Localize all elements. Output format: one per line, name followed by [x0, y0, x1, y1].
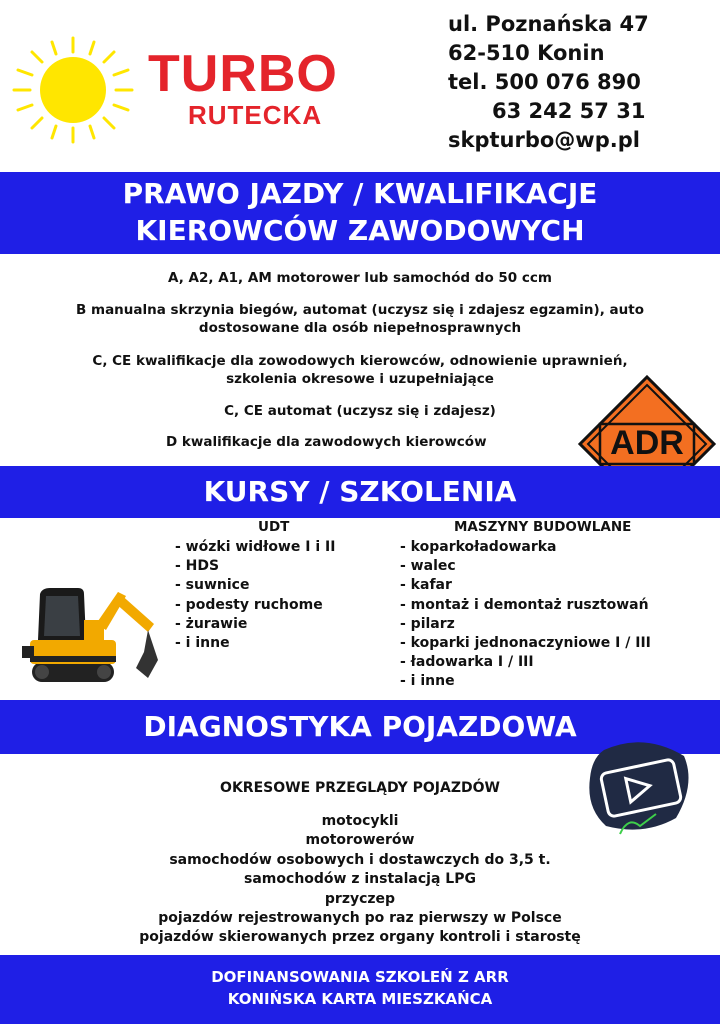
list-item: motorowerów [305, 832, 415, 849]
license-b-line2: dostosowane dla osób niepełnosprawnych [198, 320, 522, 336]
list-item: - żurawie [175, 615, 248, 632]
license-c-automat: C, CE automat (uczysz się i zdajesz) [224, 403, 496, 419]
list-item: - koparkoładowarka [400, 539, 557, 555]
list-item: przyczep [324, 890, 396, 907]
machines-heading: MASZYNY BUDOWLANE [454, 519, 632, 535]
section1-title-line2: KIEROWCÓW ZAWODOWYCH [135, 214, 585, 247]
logo-rutecka: RUTECKA [188, 100, 323, 130]
list-item: - i inne [400, 673, 455, 690]
list-item: - kafar [400, 577, 452, 594]
contact-email: skpturbo@wp.pl [448, 128, 640, 152]
license-c-line2: szkolenia okresowe i uzupełniające [226, 371, 494, 387]
udt-list [175, 538, 335, 653]
footer-line1: DOFINANSOWANIA SZKOLEŃ Z ARR [211, 968, 509, 986]
sun-logo-icon [8, 34, 138, 146]
list-item: - podesty ruchome [175, 596, 323, 613]
license-d: D kwalifikacje dla zawodowych kierowców [166, 434, 487, 450]
diagnostics-subtitle: OKRESOWE PRZEGLĄDY POJAZDÓW [220, 780, 500, 796]
contact-phone: tel. 500 076 890 [448, 70, 641, 94]
section-title-driving-license [0, 172, 720, 254]
list-item: samochodów osobowych i dostawczych do 3,5 t. [169, 851, 551, 868]
list-item: - suwnice [175, 577, 250, 594]
adr-label: ADR [610, 424, 684, 462]
machines-list [400, 538, 651, 692]
license-b-line1: B manualna skrzynia biegów, automat (uczysz się i zdajesz egzamin), auto [76, 302, 644, 318]
list-item: samochodów z instalacją LPG [244, 871, 476, 888]
list-item: pojazdów rejestrowanych po raz pierwszy w Polsce [158, 910, 562, 927]
license-c-line1: C, CE kwalifikacje dla zowodowych kierowców, odnowienie uprawnień, [92, 353, 628, 369]
diagnostics-list [0, 812, 720, 948]
footer-line2: KONIŃSKA KARTA MIESZKAŃCA [227, 990, 493, 1008]
list-item: - HDS [175, 558, 220, 575]
contact-phone-2: 63 242 57 31 [492, 99, 646, 123]
section-title-diagnostics: DIAGNOSTYKA POJAZDOWA [0, 700, 720, 754]
list-item: - i inne [175, 635, 230, 652]
contact-city: 62-510 Konin [448, 41, 605, 65]
section1-title-line1: PRAWO JAZDY / KWALIFIKACJE [122, 177, 598, 210]
contact-block [448, 10, 649, 155]
list-item: pojazdów skierowanych przez organy kontroli i starostę [139, 929, 581, 946]
list-item: - ładowarka I / III [400, 654, 534, 671]
list-item: - walec [400, 558, 456, 575]
list-item: motocykli [321, 813, 399, 829]
list-item: - montaż i demontaż rusztowań [400, 596, 649, 613]
mini-excavator-icon [22, 580, 172, 690]
list-item: - wózki widłowe I i II [175, 539, 336, 555]
license-a: A, A2, A1, AM motorower lub samochód do 50 ccm [168, 270, 552, 286]
section-title-courses: KURSY / SZKOLENIA [0, 466, 720, 518]
contact-address: ul. Poznańska 47 [448, 12, 649, 36]
list-item: - koparki jednonaczyniowe I / III [400, 635, 651, 652]
udt-heading: UDT [258, 519, 290, 535]
list-item: - pilarz [400, 615, 455, 632]
logo-turbo: TURBO [148, 45, 338, 103]
footer-funding [0, 955, 720, 1024]
